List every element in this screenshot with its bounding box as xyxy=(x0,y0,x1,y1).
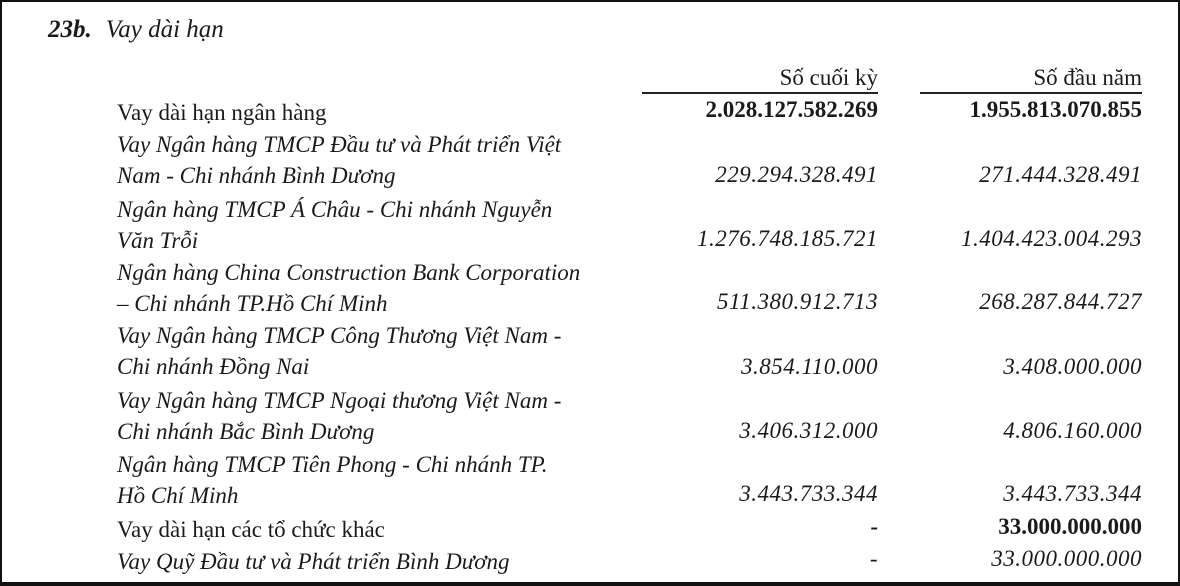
value-end-of-period: 511.380.912.713 xyxy=(716,289,878,314)
row-label xyxy=(117,194,647,256)
row-label xyxy=(117,257,647,319)
row-label-line: Chi nhánh Bắc Bình Dương xyxy=(117,419,375,444)
row-label-line: Văn Trỗi xyxy=(117,228,199,253)
value-beginning-of-year: 3.443.733.344 xyxy=(1003,481,1142,506)
value-beginning-of-year: 268.287.844.727 xyxy=(979,289,1142,314)
row-label: Vay Quỹ Đầu tư và Phát triển Bình Dương xyxy=(117,549,510,574)
value-beginning-of-year: 4.806.160.000 xyxy=(1003,418,1142,443)
section-title: Vay dài hạn xyxy=(105,16,224,43)
value-beginning-of-year: 1.955.813.070.855 xyxy=(969,97,1142,122)
row-label-line: – Chi nhánh TP.Hồ Chí Minh xyxy=(117,291,388,316)
value-end-of-period: 229.294.328.491 xyxy=(715,162,878,187)
row-label xyxy=(117,385,647,447)
value-beginning-of-year: 33.000.000.000 xyxy=(998,514,1142,539)
row-label-line: Chi nhánh Đồng Nai xyxy=(117,354,310,379)
value-end-of-period: 2.028.127.582.269 xyxy=(705,97,878,122)
row-label: Vay dài hạn các tổ chức khác xyxy=(117,517,385,542)
row-label xyxy=(117,320,647,382)
value-beginning-of-year: 1.404.423.004.293 xyxy=(961,226,1142,251)
value-beginning-of-year: 271.444.328.491 xyxy=(979,162,1142,187)
value-end-of-period: - xyxy=(869,546,878,571)
row-label-line: Ngân hàng TMCP Á Châu - Chi nhánh Nguyễn xyxy=(117,197,553,222)
column-header-beginning-of-year: Số đầu năm xyxy=(920,65,1142,94)
value-end-of-period: 3.406.312.000 xyxy=(739,418,878,443)
row-label-line: Vay Ngân hàng TMCP Công Thương Việt Nam - xyxy=(117,323,562,348)
row-label: Vay dài hạn ngân hàng xyxy=(117,100,327,125)
value-end-of-period: 3.443.733.344 xyxy=(739,481,878,506)
row-label-line: Nam - Chi nhánh Bình Dương xyxy=(117,163,396,188)
value-beginning-of-year: 3.408.000.000 xyxy=(1003,354,1142,379)
row-label-line: Hồ Chí Minh xyxy=(117,483,239,508)
value-end-of-period: 1.276.748.185.721 xyxy=(697,226,878,251)
row-label xyxy=(117,129,647,191)
row-label-line: Vay Ngân hàng TMCP Đầu tư và Phát triển Việt xyxy=(117,132,562,157)
row-label xyxy=(117,449,647,511)
section-number: 23b. xyxy=(48,16,92,43)
value-end-of-period: - xyxy=(870,514,878,539)
row-label-line: Ngân hàng TMCP Tiên Phong - Chi nhánh TP. xyxy=(117,452,548,477)
section-heading xyxy=(48,16,224,44)
row-label-line: Vay Ngân hàng TMCP Ngoại thương Việt Nam - xyxy=(117,388,562,413)
value-end-of-period: 3.854.110.000 xyxy=(740,354,878,379)
row-label-line: Ngân hàng China Construction Bank Corporation xyxy=(117,260,581,285)
value-beginning-of-year: 33.000.000.000 xyxy=(991,546,1142,571)
column-header-end-of-period: Số cuối kỳ xyxy=(642,65,878,94)
